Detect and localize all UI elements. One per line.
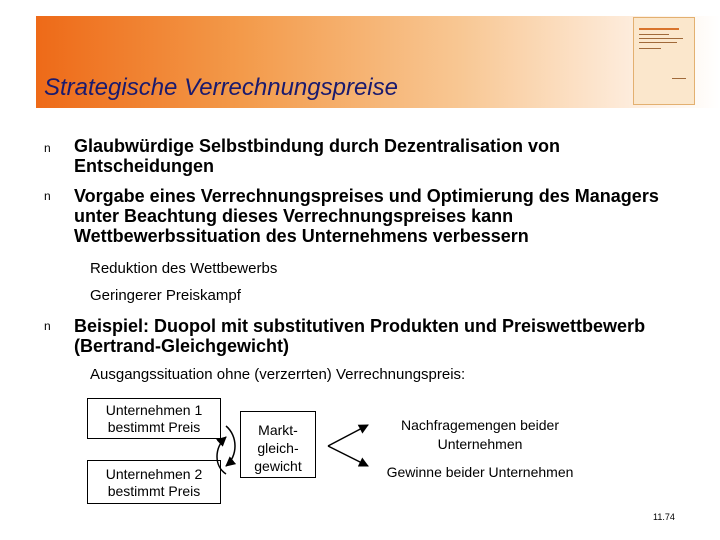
firm1-box: Unternehmen 1 bestimmt Preis (87, 398, 221, 439)
firm2-box: Unternehmen 2 bestimmt Preis (87, 460, 221, 504)
feedback-arrow-up (217, 437, 226, 474)
equilibrium-line: Markt- (258, 422, 298, 438)
slide-title: Strategische Verrechnungspreise (44, 74, 398, 101)
bullet-text-3: Beispiel: Duopol mit substitutiven Produkten und Preiswettbewerb (Bertrand-Gleichgewicht) (74, 316, 646, 356)
sub-item-price-war: Geringerer Preiskampf (90, 287, 241, 304)
bullet-marker: n (44, 189, 51, 203)
result-demand-quantities: Nachfragemengen beider Unternehmen (401, 417, 559, 452)
equilibrium-line: gleich- (257, 440, 299, 456)
page-number: 11.74 (653, 512, 675, 522)
feedback-arrow-down (226, 426, 235, 466)
result-profits: Gewinne beider Unternehmen (386, 464, 574, 480)
equilibrium-line: gewicht (254, 458, 302, 474)
bullet-text-1: Glaubwürdige Selbstbindung durch Dezentralisation von Entscheidungen (74, 136, 561, 176)
bullet-text-2: Vorgabe eines Verrechnungspreises und Optimierung des Managers unter Beachtung dieses Verrechnungspreises kann Wettbewerbssituation des Unternehmens verbessern (74, 186, 659, 246)
arrow-to-quantities (328, 425, 368, 446)
arrow-to-profits (328, 446, 368, 466)
bullet-marker: n (44, 141, 51, 155)
sub-item-initial-situation: Ausgangssituation ohne (verzerrten) Verrechnungspreis: (90, 366, 466, 383)
sub-item-reduction: Reduktion des Wettbewerbs (90, 260, 278, 277)
bullet-marker: n (44, 319, 51, 333)
